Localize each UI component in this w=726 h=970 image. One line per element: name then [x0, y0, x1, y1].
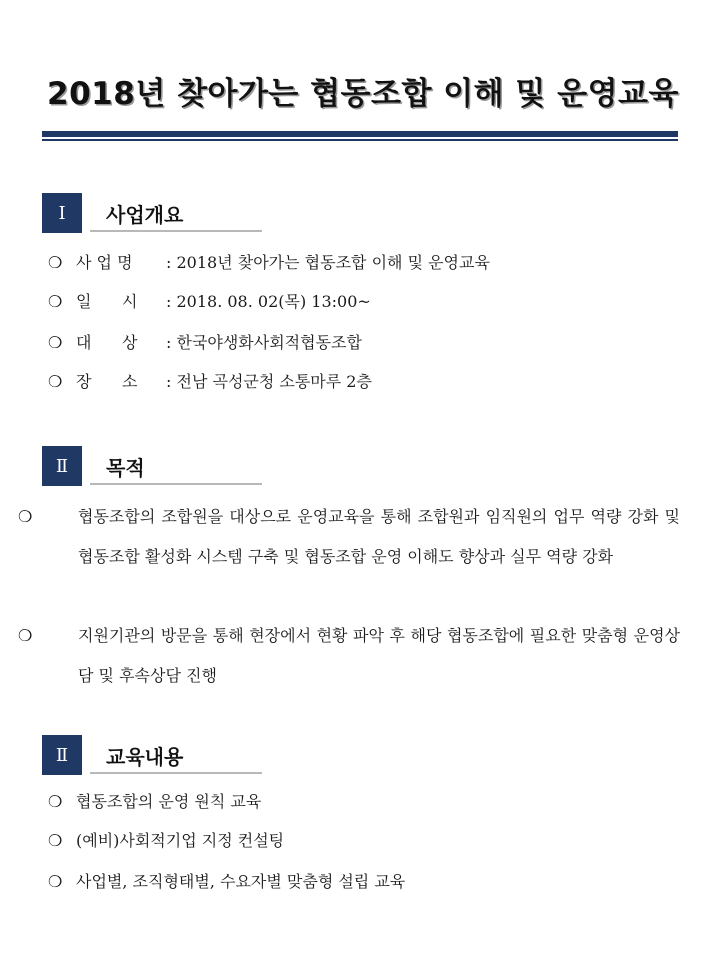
- bullet-icon: ❍: [48, 253, 63, 272]
- content-item: [48, 792, 261, 812]
- overview-value: 한국야생화사회적협동조합: [176, 333, 362, 352]
- section-number-box: Ⅰ: [42, 193, 82, 233]
- overview-value: 2018. 08. 02(목) 13:00~: [176, 292, 371, 311]
- content-text: 협동조합의 운영 원칙 교육: [76, 792, 262, 811]
- overview-label: 장 소: [76, 372, 138, 391]
- purpose-item: [18, 616, 680, 696]
- content-text: (예비)사회적기업 지정 컨설팅: [76, 831, 285, 850]
- section-title: 목적: [106, 456, 145, 480]
- section-underline: [90, 230, 262, 232]
- content-item: [48, 831, 284, 851]
- overview-item: ❍ 일 시 : 2018. 08. 02(목) 13:00~: [48, 292, 371, 311]
- content-text: 사업별, 조직형태별, 수요자별 맞춤형 설립 교육: [76, 872, 406, 891]
- bullet-icon: ❍: [18, 507, 33, 526]
- title-rule-thin: [42, 139, 678, 141]
- section-title: 사업개요: [106, 203, 184, 227]
- bullet-icon: ❍: [48, 831, 63, 850]
- purpose-item: [18, 497, 680, 577]
- overview-value: 전남 곡성군청 소통마루 2층: [176, 372, 372, 391]
- overview-item: ❍ 장 소 : 전남 곡성군청 소통마루 2층: [48, 372, 372, 391]
- overview-label: 사 업 명: [76, 253, 133, 272]
- purpose-text: 협동조합의 조합원을 대상으로 운영교육을 통해 조합원과 임직원의 업무 역량 강화 및 협동조합 활성화 시스템 구축 및 협동조합 운영 이해도 향상과 실무 역량 강화: [78, 507, 680, 566]
- purpose-text: 지원기관의 방문을 통해 현장에서 현황 파악 후 해당 협동조합에 필요한 맞춤형 운영상담 및 후속상담 진행: [78, 626, 680, 685]
- section-number-box: Ⅱ: [42, 446, 82, 486]
- bullet-icon: ❍: [48, 872, 63, 891]
- section-underline: [90, 772, 262, 774]
- document-title: 2018년 찾아가는 협동조합 이해 및 운영교육: [47, 76, 679, 112]
- content-item: [48, 872, 405, 892]
- bullet-icon: ❍: [48, 372, 63, 391]
- overview-item: ❍ 대 상 : 한국야생화사회적협동조합: [48, 333, 362, 352]
- section-number-box: Ⅱ: [42, 735, 82, 775]
- bullet-icon: ❍: [48, 292, 63, 311]
- section-title: 교육내용: [106, 745, 184, 769]
- overview-item: ❍ 사 업 명 : 2018년 찾아가는 협동조합 이해 및 운영교육: [48, 253, 490, 272]
- bullet-icon: ❍: [48, 792, 63, 811]
- section-3-header: [42, 735, 272, 775]
- bullet-icon: ❍: [18, 626, 33, 645]
- overview-value: 2018년 찾아가는 협동조합 이해 및 운영교육: [176, 253, 490, 272]
- title-rule-thick: [42, 131, 678, 137]
- overview-label: 일 시: [76, 292, 138, 311]
- bullet-icon: ❍: [48, 333, 63, 352]
- section-1-header: [42, 193, 272, 233]
- section-underline: [90, 483, 262, 485]
- section-2-header: [42, 446, 272, 486]
- overview-label: 대 상: [76, 333, 138, 352]
